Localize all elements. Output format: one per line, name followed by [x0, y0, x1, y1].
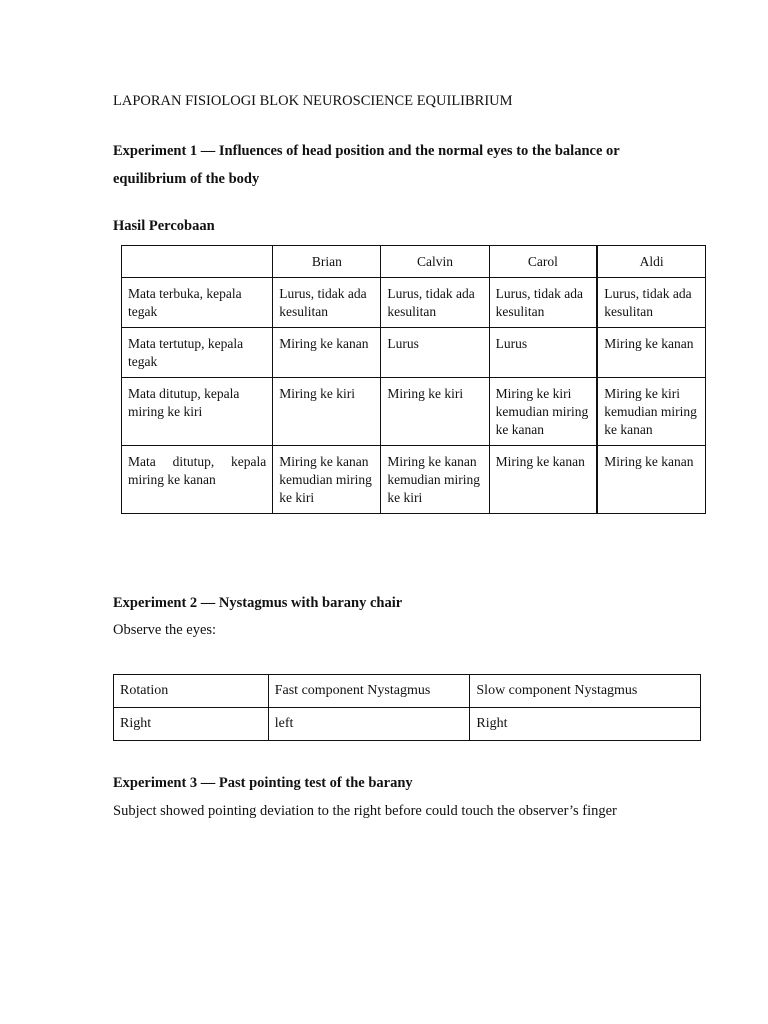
- experiment3-title: Experiment 3 — Past pointing test of the barany: [113, 775, 413, 791]
- table-cell: Mata ditutup, kepala miring ke kanan: [122, 446, 273, 514]
- table-cell: Miring ke kanan kemudian miring ke kiri: [273, 446, 381, 514]
- table-cell: Mata tertutup, kepala tegak: [122, 328, 273, 378]
- experiment1-section-label: Hasil Percobaan: [113, 218, 215, 234]
- table-cell: Lurus, tidak ada kesulitan: [597, 278, 705, 328]
- header-cell-rotation: Rotation: [114, 675, 269, 708]
- table-cell: Miring ke kiri: [381, 378, 489, 446]
- table-header-row: [122, 246, 706, 278]
- table-row: [122, 278, 706, 328]
- table-row: [122, 446, 706, 514]
- header-cell-fast-component: Fast component Nystagmus: [268, 675, 470, 708]
- table-cell: Mata terbuka, kepala tegak: [122, 278, 273, 328]
- header-cell-calvin: Calvin: [381, 246, 489, 278]
- table-cell: Lurus: [381, 328, 489, 378]
- table-cell: Mata ditutup, kepala miring ke kiri: [122, 378, 273, 446]
- table-cell: Miring ke kiri: [273, 378, 381, 446]
- header-cell-aldi: Aldi: [597, 246, 705, 278]
- experiment2-text: Observe the eyes:: [113, 622, 217, 638]
- experiment2-title: Experiment 2 — Nystagmus with barany chair: [113, 595, 403, 611]
- table-row: [114, 708, 701, 741]
- table-cell: left: [268, 708, 470, 741]
- experiment2-nystagmus-table: [113, 674, 701, 741]
- table-cell: Right: [470, 708, 701, 741]
- table-cell: Lurus, tidak ada kesulitan: [381, 278, 489, 328]
- table-cell: Miring ke kanan: [489, 446, 597, 514]
- table-cell: Miring ke kanan: [273, 328, 381, 378]
- header-cell-brian: Brian: [273, 246, 381, 278]
- table-header-row: [114, 675, 701, 708]
- table-cell: Miring ke kiri kemudian miring ke kanan: [597, 378, 705, 446]
- header-cell-carol: Carol: [489, 246, 597, 278]
- table-cell: Miring ke kanan kemudian miring ke kiri: [381, 446, 489, 514]
- table-cell: Lurus, tidak ada kesulitan: [489, 278, 597, 328]
- experiment3-text: Subject showed pointing deviation to the right before could touch the observer’s finger: [113, 803, 617, 819]
- table-cell: Miring ke kanan: [597, 328, 705, 378]
- table-cell: Miring ke kanan: [597, 446, 705, 514]
- header-cell: [122, 246, 273, 278]
- table-cell: Right: [114, 708, 269, 741]
- experiment1-title: Experiment 1 — Influences of head position and the normal eyes to the balance or equilibrium of the body: [113, 143, 620, 187]
- table-cell: Lurus, tidak ada kesulitan: [273, 278, 381, 328]
- table-cell: Lurus: [489, 328, 597, 378]
- table-row: [122, 378, 706, 446]
- document-title: LAPORAN FISIOLOGI BLOK NEUROSCIENCE EQUILIBRIUM: [113, 93, 513, 109]
- experiment1-results-table: [121, 245, 706, 514]
- table-cell: Miring ke kiri kemudian miring ke kanan: [489, 378, 597, 446]
- table-row: [122, 328, 706, 378]
- header-cell-slow-component: Slow component Nystagmus: [470, 675, 701, 708]
